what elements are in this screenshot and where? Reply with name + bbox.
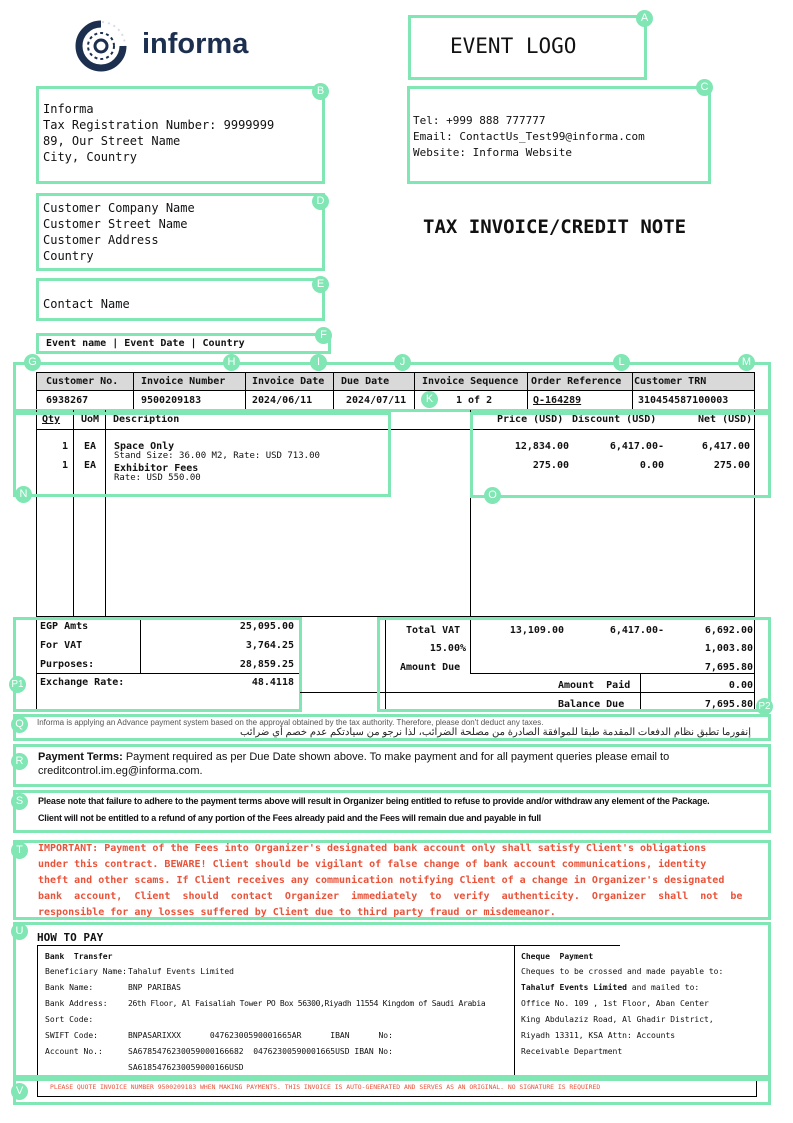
meta-header-order-reference: Order Reference <box>531 376 622 387</box>
items-description-region <box>13 412 391 497</box>
amount-due: 7,695.80 <box>704 662 753 673</box>
bank-row-value: SA6185476230059000166USD <box>128 1063 244 1072</box>
item-qty: 1 <box>61 460 68 471</box>
cheque-payee-name: Tahaluf Events Limited <box>521 983 627 992</box>
cheque-payment-title: Cheque Payment <box>521 952 594 961</box>
total-price: 13,109.00 <box>509 625 564 636</box>
payment-terms-label: Payment Terms: <box>38 751 123 763</box>
informa-logo <box>72 16 252 74</box>
meta-header-customer-no: Customer No. <box>46 376 119 387</box>
item-sub-description: Stand Size: 36.00 M2, Rate: USD 713.00 <box>114 451 320 461</box>
failure-notice-line1: Please note that failure to adhere to the payment terms above will result in Organizer being entitled to refuse to provide and/or withdraw any element of the Package. <box>38 796 710 806</box>
bank-row-label: Sort Code: <box>45 1015 94 1024</box>
item-price: 275.00 <box>532 460 569 471</box>
items-header-discount: Discount (USD) <box>572 414 657 425</box>
contact-email: Email: ContactUs_Test99@informa.com <box>413 130 645 143</box>
bank-row-label: SWIFT Code: <box>45 1031 98 1040</box>
egp-region <box>13 617 302 712</box>
egp-value: 25,095.00 <box>239 621 294 632</box>
important-line: bank account, Client should contact Organizer immediately to verify authenticity. Organizer shall not be <box>38 891 743 902</box>
items-header-qty: Qty <box>42 414 61 425</box>
bank-row-value: 26th Floor, Al Faisaliah Tower PO Box 56300,Riyadh 11554 Kingdom of Saudi Arabia <box>128 999 486 1008</box>
total-net: 6,692.00 <box>704 625 753 636</box>
region-tag: N <box>15 486 32 503</box>
payment-terms-body: Payment required as per Due Date shown above. To make payment and for all payment queries please email to <box>125 751 670 763</box>
exchange-rate-label: Exchange Rate: <box>40 677 125 688</box>
egp-label: For VAT <box>40 640 83 651</box>
region-tag: T <box>11 842 28 859</box>
totals-region <box>377 617 771 712</box>
region-tag: L <box>613 354 630 371</box>
egp-label: Purposes: <box>40 659 95 670</box>
region-tag: U <box>11 923 28 940</box>
meta-customer-no: 6938267 <box>46 395 89 406</box>
region-tag: E <box>312 276 329 293</box>
important-line: responsible for any losses suffered by Client due to third party fraud or misdemeanor. <box>38 907 556 918</box>
contact-tel: Tel: +999 888 777777 <box>413 114 546 127</box>
item-discount: 6,417.00- <box>609 441 664 452</box>
seller-street: 89, Our Street Name <box>43 134 181 148</box>
meta-invoice-date: 2024/06/11 <box>252 395 313 406</box>
egp-label: EGP Amts <box>40 621 89 632</box>
footer-region <box>13 1078 771 1105</box>
cheque-line: Receivable Department <box>521 1047 623 1056</box>
customer-country: Country <box>43 249 94 263</box>
items-header-uom: UoM <box>81 414 100 425</box>
region-tag: D <box>312 193 329 210</box>
region-tag: P1 <box>9 676 26 693</box>
how-to-pay-region <box>13 922 771 1078</box>
amount-paid: 0.00 <box>728 680 753 691</box>
contact-website: Website: Informa Website <box>413 146 572 159</box>
bank-row-label: Bank Name: <box>45 983 94 992</box>
region-tag: V <box>11 1083 28 1100</box>
failure-notice-region <box>13 790 771 833</box>
vat-amount: 1,003.80 <box>704 643 753 654</box>
important-line: IMPORTANT: Payment of the Fees into Organizer's designated bank account only shall satisfy Client's obligations <box>38 843 707 854</box>
egp-value: 3,764.25 <box>245 640 294 651</box>
cheque-line: Riyadh 13311, KSA Attn: Accounts <box>521 1031 676 1040</box>
items-header-price: Price (USD) <box>497 414 564 425</box>
informa-logo-icon <box>72 16 132 74</box>
items-amounts-region <box>470 412 771 498</box>
region-tag: K <box>421 391 438 408</box>
items-header-net: Net (USD) <box>698 414 753 425</box>
item-price: 12,834.00 <box>514 441 569 452</box>
customer-street: Customer Street Name <box>43 217 188 231</box>
region-tag: B <box>312 83 329 100</box>
seller-name: Informa <box>43 102 94 116</box>
items-header-description: Description <box>113 414 180 425</box>
seller-tax-registration: Tax Registration Number: 9999999 <box>43 118 275 132</box>
region-tag: O <box>484 487 501 504</box>
failure-notice-line2: Client will not be entitled to a refund of any portion of the Fees already paid and the Fees will remain due and payable in full <box>38 813 541 823</box>
advance-notice-region <box>13 714 771 741</box>
seller-city: City, Country <box>43 150 137 164</box>
important-region <box>13 840 771 920</box>
how-to-pay-title: HOW TO PAY <box>37 931 104 944</box>
region-tag: C <box>696 79 713 96</box>
region-tag: S <box>11 793 28 810</box>
customer-company: Customer Company Name <box>43 201 195 215</box>
item-uom: EA <box>84 460 97 471</box>
bank-row-label: Account No.: <box>45 1047 103 1056</box>
meta-header-invoice-number: Invoice Number <box>141 376 226 387</box>
important-line: theft and other scams. If Client receives any communication notifying Client of a change in Organizer's designated <box>38 875 725 886</box>
item-discount: 0.00 <box>639 460 664 471</box>
region-tag: J <box>394 354 411 371</box>
region-tag: I <box>310 354 327 371</box>
payment-terms-region <box>13 744 771 787</box>
vat-rate: 15.00% <box>429 643 466 654</box>
region-tag: G <box>24 354 41 371</box>
informa-wordmark: informa <box>142 28 249 60</box>
bank-transfer-title: Bank Transfer <box>45 952 113 961</box>
item-description: Space Only <box>114 441 175 452</box>
cheque-line: Office No. 109 , 1st Floor, Aban Center <box>521 999 709 1008</box>
advance-notice-ar: إنفورما تطبق نظام الدفعات المقدمة طبقا للموافقة الصادرة من مصلحة الضرائب، لذا نرجو من سيادتكم عدم خصم أي ضرائب <box>239 727 751 738</box>
event-logo-text: EVENT LOGO <box>450 34 577 58</box>
bank-row-label: Beneficiary Name: <box>45 967 127 976</box>
event-line: Event name | Event Date | Country <box>46 338 245 349</box>
exchange-rate-value: 48.4118 <box>251 677 294 688</box>
bank-row-value: BNP PARIBAS <box>128 983 181 992</box>
balance-due-label: Balance Due <box>558 699 625 710</box>
payment-terms-email: creditcontrol.im.eg@informa.com. <box>38 765 203 777</box>
balance-due: 7,695.80 <box>704 699 753 710</box>
cheque-line: King Abdulaziz Road, Al Ghadir District, <box>521 1015 714 1024</box>
contact-name: Contact Name <box>43 297 130 311</box>
bank-row-label: Bank Address: <box>45 999 108 1008</box>
footer-note: PLEASE QUOTE INVOICE NUMBER 9500209183 WHEN MAKING PAYMENTS. THIS INVOICE IS AUTO-GENERATED AND SERVES AS AN ORIGINAL. NO SIGNATURE IS REQUIRED <box>50 1083 601 1091</box>
meta-region-box <box>13 362 771 412</box>
item-qty: 1 <box>61 441 68 452</box>
cheque-payee-rest: and mailed to: <box>626 983 700 992</box>
meta-header-customer-trn: Customer TRN <box>634 376 707 387</box>
item-net: 6,417.00 <box>701 441 750 452</box>
bank-row-value: BNPASARIXXX 04762300590001665AR IBAN No: <box>128 1031 393 1040</box>
region-tag: H <box>223 354 240 371</box>
document-title: TAX INVOICE/CREDIT NOTE <box>423 216 687 238</box>
egp-value: 28,859.25 <box>239 659 294 670</box>
amount-due-label: Amount Due <box>400 662 461 673</box>
meta-due-date: 2024/07/11 <box>346 395 407 406</box>
meta-header-invoice-sequence: Invoice Sequence <box>422 376 519 387</box>
meta-header-invoice-date: Invoice Date <box>252 376 325 387</box>
region-tag: F <box>315 327 332 344</box>
bank-row-value: SA6785476230059000166682 04762300590001665USD IBAN No: <box>128 1047 393 1056</box>
item-description: Exhibitor Fees <box>114 463 199 474</box>
region-tag: P2 <box>756 698 773 715</box>
meta-header-due-date: Due Date <box>341 376 390 387</box>
amount-paid-label: Amount Paid <box>558 680 631 691</box>
total-discount: 6,417.00- <box>609 625 664 636</box>
region-tag: Q <box>11 716 28 733</box>
important-line: under this contract. BEWARE! Client should be vigilant of false change of bank account communications, identity <box>38 859 707 870</box>
region-tag: R <box>11 753 28 770</box>
region-tag: M <box>738 354 755 371</box>
item-sub-description: Rate: USD 550.00 <box>114 473 201 483</box>
total-vat-label: Total VAT <box>406 625 461 636</box>
meta-invoice-number: 9500209183 <box>141 395 202 406</box>
region-tag: A <box>636 10 653 27</box>
meta-order-reference: Q-164289 <box>533 395 582 406</box>
advance-notice-en: Informa is applying an Advance payment system based on the approval obtained by the tax authority. Therefore, please don't deduct any taxes. <box>37 718 544 727</box>
meta-invoice-sequence: 1 of 2 <box>456 395 493 406</box>
cheque-line: Cheques to be crossed and made payable to: <box>521 967 724 976</box>
customer-address: Customer Address <box>43 233 159 247</box>
meta-customer-trn: 310454587100003 <box>638 395 729 406</box>
bank-row-value: Tahaluf Events Limited <box>128 967 234 976</box>
item-uom: EA <box>84 441 97 452</box>
item-net: 275.00 <box>713 460 750 471</box>
